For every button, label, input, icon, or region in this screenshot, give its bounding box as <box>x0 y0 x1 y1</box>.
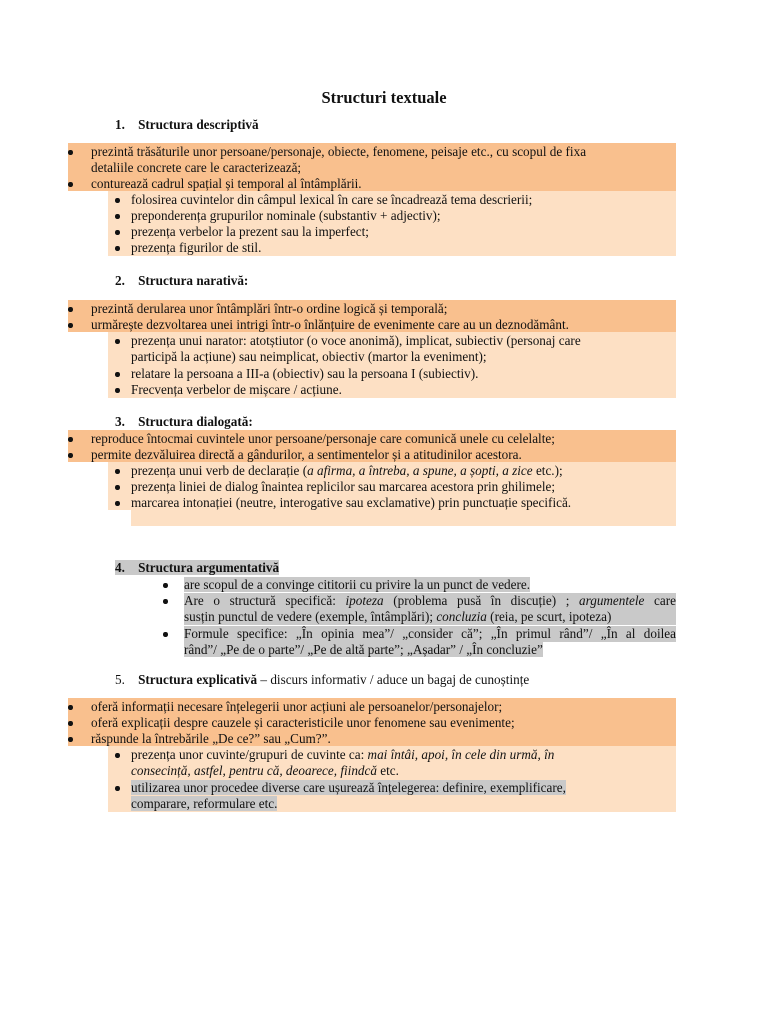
bullet-icon <box>115 198 120 203</box>
text-span: prezența unor cuvinte/grupuri de cuvinte ca: <box>131 747 368 762</box>
section-2-number: 2. <box>115 273 125 288</box>
text-span: susțin punctul de vedere (exemple, întâmplări); <box>184 609 437 624</box>
text-span: rând”/ „Pe de o parte”/ „Pe de altă parte”; „Așadar” / „În concluzie” <box>184 642 543 657</box>
list-item-continuation: detaliile concrete care le caracterizează; <box>91 160 302 175</box>
bullet-icon <box>68 150 73 155</box>
bullet-icon <box>68 705 73 710</box>
italic-term: argumentele <box>578 593 645 608</box>
text-span: etc.); <box>532 463 563 478</box>
section-3-sub-highlight-tail <box>131 510 676 526</box>
section-5-title: Structura explicativă <box>138 672 258 687</box>
list-item-continuation <box>184 642 543 658</box>
section-1-title: Structura descriptivă <box>138 117 259 132</box>
text-span: etc. <box>376 763 399 778</box>
sub-list-item: prezența liniei de dialog înaintea replicilor sau marcarea acestora prin ghilimele; <box>131 479 556 494</box>
sub-list-item <box>131 747 554 763</box>
list-item: oferă informații necesare înțelegerii unor acțiuni ale persoanelor/personajelor; <box>91 699 503 714</box>
sub-list-item: prezența unui narator: atotștiutor (o voce anonimă), implicat, subiectiv (personaj care <box>131 333 581 348</box>
section-4-number: 4. <box>115 560 125 575</box>
text-span: utilizarea unor procedee diverse care ușurează înțelegerea: definire, exemplificare, <box>131 780 566 795</box>
text-span: care <box>644 593 676 608</box>
section-5-heading <box>115 672 529 688</box>
bullet-icon <box>68 437 73 442</box>
bullet-icon <box>115 469 120 474</box>
section-2-heading <box>115 273 248 289</box>
sub-list-item <box>131 463 563 479</box>
list-item: oferă explicații despre cauzele și caracteristicile unor fenomene sau evenimente; <box>91 715 515 730</box>
list-item: răspunde la întrebările „De ce?” sau „Cum?”. <box>91 731 331 746</box>
bullet-icon <box>115 388 120 393</box>
section-5-subtitle: – discurs informativ / aduce un bagaj de cunoștințe <box>257 672 530 687</box>
section-5-number: 5. <box>115 672 125 687</box>
bullet-icon <box>115 485 120 490</box>
list-item: urmărește dezvoltarea unei intrigi într-o înlănțuire de evenimente care au un deznodământ. <box>91 317 569 332</box>
bullet-icon <box>115 372 120 377</box>
bullet-icon <box>163 632 168 637</box>
list-item: prezintă trăsăturile unor persoane/personaje, obiecte, fenomene, peisaje etc., cu scopul de fixa <box>91 144 587 159</box>
sub-list-item: prezența figurilor de stil. <box>131 240 262 255</box>
section-4-title: Structura argumentativă <box>138 560 280 575</box>
page-title: Structuri textuale <box>321 88 447 107</box>
bullet-icon <box>115 246 120 251</box>
list-item: Formule specifice: „În opinia mea”/ „consider că”; „În primul rând”/ „În al doilea <box>184 626 676 641</box>
bullet-icon <box>68 307 73 312</box>
bullet-icon <box>68 182 73 187</box>
list-item: reproduce întocmai cuvintele unor persoane/personaje care comunică unele cu celelalte; <box>91 431 555 446</box>
sub-list-item-continuation: participă la acțiune) sau neimplicat, obiectiv (martor la eveniment); <box>131 349 487 364</box>
bullet-icon <box>68 323 73 328</box>
list-item: conturează cadrul spațial și temporal al întâmplării. <box>91 176 362 191</box>
bullet-icon <box>163 599 168 604</box>
list-item <box>184 577 530 593</box>
italic-examples: consecință, astfel, pentru că, deoarece, fiindcă <box>131 763 377 778</box>
text-span: are scopul de a convinge cititorii cu privire la un punct de vedere. <box>184 577 531 592</box>
bullet-icon <box>68 721 73 726</box>
text-span: (problema pusă în discuție) ; <box>383 593 579 608</box>
bullet-icon <box>115 786 120 791</box>
bullet-icon <box>115 214 120 219</box>
bullet-icon <box>115 339 120 344</box>
sub-list-item-continuation <box>131 763 399 779</box>
bullet-icon <box>115 230 120 235</box>
section-4-heading <box>115 560 279 576</box>
section-1-number: 1. <box>115 117 125 132</box>
section-2-title: Structura narativă: <box>138 273 249 288</box>
list-item: permite dezvăluirea directă a gândurilor, a sentimentelor și a atitudinilor acestora. <box>91 447 522 462</box>
italic-term: concluzia <box>436 609 487 624</box>
sub-list-item: prezența verbelor la prezent sau la imperfect; <box>131 224 369 239</box>
bullet-icon <box>163 583 168 588</box>
sub-list-item: Frecvența verbelor de mișcare / acțiune. <box>131 382 342 397</box>
sub-list-item <box>131 780 566 796</box>
section-3-number: 3. <box>115 414 125 429</box>
text-span: prezența unui verb de declarație ( <box>131 463 308 478</box>
section-1-heading <box>115 117 259 133</box>
text-span: comparare, reformulare etc. <box>131 796 278 811</box>
sub-list-item: folosirea cuvintelor din câmpul lexical în care se încadrează tema descrierii; <box>131 192 533 207</box>
bullet-icon <box>68 453 73 458</box>
text-span: (reia, pe scurt, ipoteza) <box>486 609 612 624</box>
list-item-continuation <box>184 609 611 625</box>
list-item: prezintă derularea unor întâmplări într-o ordine logică și temporală; <box>91 301 448 316</box>
sub-list-item: relatare la persoana a III-a (obiectiv) sau la persoana I (subiectiv). <box>131 366 479 381</box>
italic-examples: a afirma, a întreba, a spune, a șopti, a zice <box>307 463 533 478</box>
bullet-icon <box>68 737 73 742</box>
italic-examples: mai întâi, apoi, în cele din urmă, în <box>367 747 555 762</box>
sub-list-item-continuation <box>131 796 277 812</box>
list-item <box>184 593 676 609</box>
section-4-heading-highlight <box>115 560 279 575</box>
text-span: Are o structură specifică: <box>184 593 346 608</box>
italic-term: ipoteza <box>345 593 384 608</box>
section-3-heading <box>115 414 253 430</box>
bullet-icon <box>115 753 120 758</box>
bullet-icon <box>115 501 120 506</box>
sub-list-item: marcarea intonației (neutre, interogative sau exclamative) prin punctuație specifică. <box>131 495 572 510</box>
section-3-title: Structura dialogată: <box>138 414 253 429</box>
sub-list-item: preponderența grupurilor nominale (substantiv + adjectiv); <box>131 208 441 223</box>
